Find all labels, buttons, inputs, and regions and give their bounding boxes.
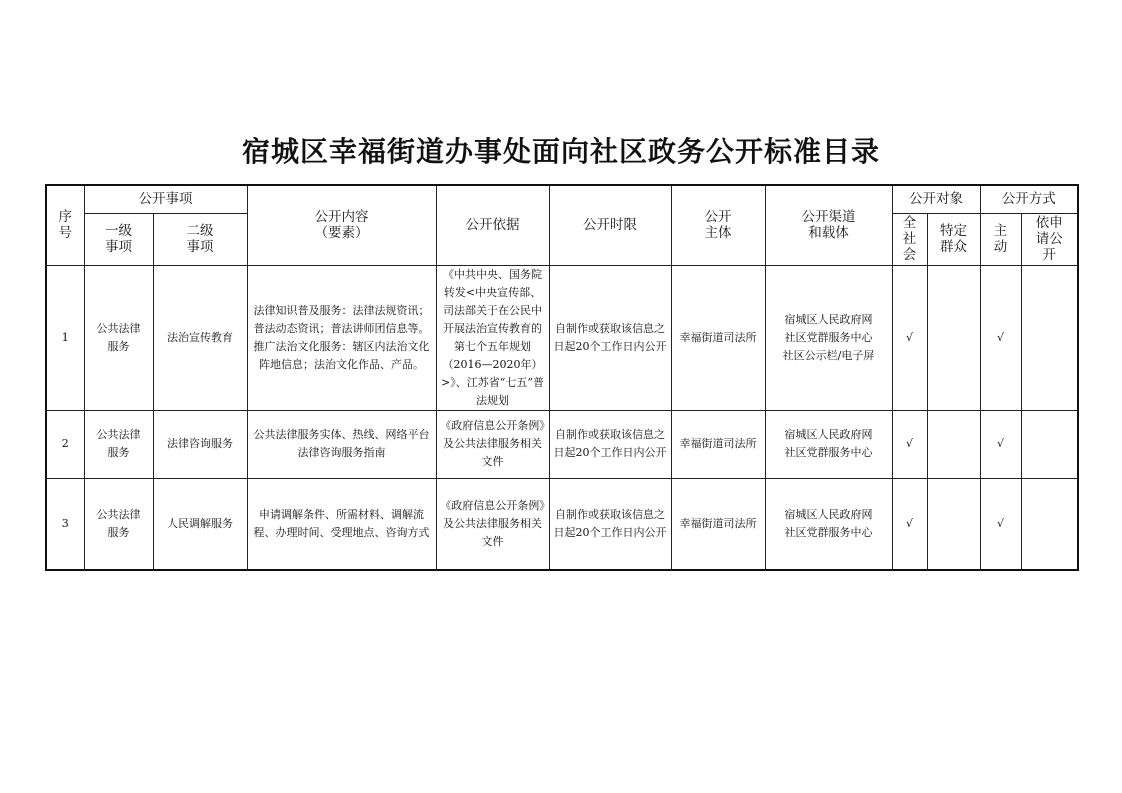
header-specific-groups: 特定 群众 xyxy=(927,213,980,265)
cell-level1: 公共法律 服务 xyxy=(84,265,153,410)
cell-time-limit: 自制作或获取该信息之日起20个工作日内公开 xyxy=(549,265,671,410)
cell-all-society: √ xyxy=(892,265,927,410)
cell-channel: 宿城区人民政府网 社区党群服务中心 社区公示栏/电子屏 xyxy=(765,265,892,410)
cell-basis: 《政府信息公开条例》及公共法律服务相关文件 xyxy=(436,478,549,570)
header-on-request: 依申 请公 开 xyxy=(1021,213,1078,265)
cell-channel: 宿城区人民政府网 社区党群服务中心 xyxy=(765,478,892,570)
header-method: 公开方式 xyxy=(980,185,1078,213)
cell-seq: 1 xyxy=(46,265,84,410)
table-row xyxy=(46,478,1078,570)
header-time-limit: 公开时限 xyxy=(549,185,671,265)
cell-active: √ xyxy=(980,410,1021,478)
header-channel: 公开渠道 和载体 xyxy=(765,185,892,265)
cell-specific-groups xyxy=(927,478,980,570)
cell-basis: 《政府信息公开条例》及公共法律服务相关文件 xyxy=(436,410,549,478)
cell-specific-groups xyxy=(927,265,980,410)
cell-seq: 3 xyxy=(46,478,84,570)
header-content: 公开内容 （要素） xyxy=(247,185,436,265)
cell-subject: 幸福街道司法所 xyxy=(671,265,765,410)
cell-all-society: √ xyxy=(892,478,927,570)
cell-level2: 法治宣传教育 xyxy=(153,265,247,410)
table-row xyxy=(46,410,1078,478)
cell-time-limit: 自制作或获取该信息之日起20个工作日内公开 xyxy=(549,478,671,570)
cell-content: 公共法律服务实体、热线、网络平台法律咨询服务指南 xyxy=(247,410,436,478)
cell-level2: 法律咨询服务 xyxy=(153,410,247,478)
cell-on-request xyxy=(1021,265,1078,410)
cell-basis: 《中共中央、国务院转发<中央宣传部、司法部关于在公民中开展法治宣传教育的第七个五年规划（2016—2020年）>》、江苏省“七五”普法规划 xyxy=(436,265,549,410)
cell-all-society: √ xyxy=(892,410,927,478)
cell-specific-groups xyxy=(927,410,980,478)
cell-on-request xyxy=(1021,410,1078,478)
cell-content: 法律知识普及服务：法律法规资讯；普法动态资讯；普法讲师团信息等。 推广法治文化服务：辖区内法治文化阵地信息；法治文化作品、产品。 xyxy=(247,265,436,410)
cell-level2: 人民调解服务 xyxy=(153,478,247,570)
disclosure-catalog-table xyxy=(45,184,1079,571)
cell-active: √ xyxy=(980,265,1021,410)
header-all-society: 全 社 会 xyxy=(892,213,927,265)
table-row xyxy=(46,265,1078,410)
header-public-items: 公开事项 xyxy=(84,185,247,213)
header-subject: 公开 主体 xyxy=(671,185,765,265)
header-basis: 公开依据 xyxy=(436,185,549,265)
header-active: 主 动 xyxy=(980,213,1021,265)
cell-level1: 公共法律 服务 xyxy=(84,410,153,478)
cell-level1: 公共法律 服务 xyxy=(84,478,153,570)
cell-subject: 幸福街道司法所 xyxy=(671,410,765,478)
header-level2: 二级 事项 xyxy=(153,213,247,265)
header-seq: 序 号 xyxy=(46,185,84,265)
cell-seq: 2 xyxy=(46,410,84,478)
cell-on-request xyxy=(1021,478,1078,570)
cell-active: √ xyxy=(980,478,1021,570)
cell-time-limit: 自制作或获取该信息之日起20个工作日内公开 xyxy=(549,410,671,478)
header-level1: 一级 事项 xyxy=(84,213,153,265)
cell-subject: 幸福街道司法所 xyxy=(671,478,765,570)
cell-content: 申请调解条件、所需材料、调解流程、办理时间、受理地点、咨询方式 xyxy=(247,478,436,570)
header-target: 公开对象 xyxy=(892,185,980,213)
document-title: 宿城区幸福街道办事处面向社区政务公开标准目录 xyxy=(241,135,880,168)
cell-channel: 宿城区人民政府网 社区党群服务中心 xyxy=(765,410,892,478)
table-header xyxy=(46,185,1078,265)
